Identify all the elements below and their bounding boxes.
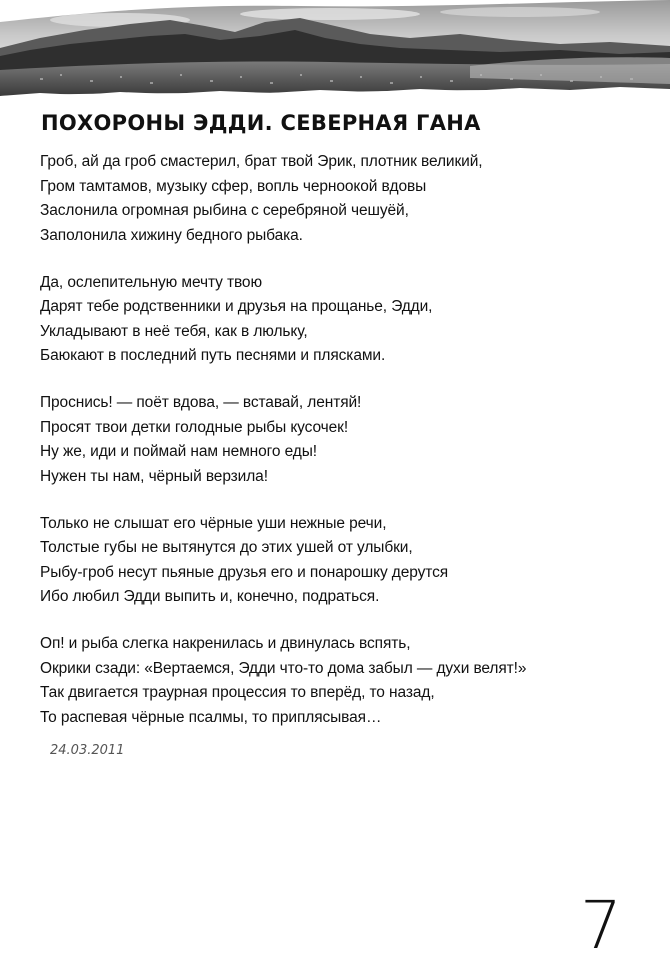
- poem-line: Окрики сзади: «Вертаемся, Эдди что-то дома забыл — духи велят!»: [40, 659, 527, 677]
- poem-line: Проснись! — поёт вдова, — вставай, лентяй!: [40, 394, 362, 411]
- poem-line: Нужен ты нам, чёрный верзила!: [40, 467, 268, 485]
- poem-line: Только не слышат его чёрные уши нежные речи,: [40, 514, 387, 532]
- poem-line: Ибо любил Эдди выпить и, конечно, подраться.: [40, 588, 380, 605]
- poem-line: Заполонила хижину бедного рыбака.: [40, 226, 303, 244]
- landscape-banner-image: [0, 0, 670, 100]
- poem-line: Заслонила огромная рыбина с серебряной чешуёй,: [40, 202, 409, 219]
- poem-line: Просят твои детки голодные рыбы кусочек!: [40, 418, 349, 436]
- poem-line: Укладывают в неё тебя, как в люльку,: [40, 322, 308, 340]
- poem-line: Гроб, ай да гроб смастерил, брат твой Эрик, плотник великий,: [40, 153, 483, 170]
- poem-line: Так двигается траурная процессия то вперёд, то назад,: [40, 684, 435, 701]
- stanza-1: [40, 150, 600, 248]
- poem-line: Рыбу-гроб несут пьяные друзья его и понарошку дерутся: [40, 563, 449, 581]
- poem-date: 24.03.2011: [50, 743, 125, 758]
- poem-line: Да, ослепительную мечту твою: [40, 273, 262, 291]
- poem-line: Ну же, иди и поймай нам немного еды!: [40, 443, 317, 460]
- poem-line: Дарят тебе родственники и друзья на прощанье, Эдди,: [40, 298, 433, 315]
- stanza-2: [40, 271, 600, 369]
- poem-line: Оп! и рыба слегка накренилась и двинулась вспять,: [40, 635, 411, 652]
- landscape-banner-graphic: [0, 0, 670, 100]
- stanza-3: [40, 391, 600, 489]
- stanza-4: [40, 512, 600, 610]
- poem-title: ПОХОРОНЫ ЭДДИ. СЕВЕРНАЯ ГАНА: [41, 111, 481, 135]
- poem-line: Баюкают в последний путь песнями и плясками.: [40, 347, 386, 364]
- stanza-5: [40, 632, 600, 730]
- poem-line: Толстые губы не вытянутся до этих ушей от улыбки,: [40, 539, 413, 556]
- poem-body: [40, 150, 600, 753]
- poem-line: Гром тамтамов, музыку сфер, вопль черноокой вдовы: [40, 177, 427, 195]
- page-number: 7: [580, 887, 622, 956]
- poem-line: То распевая чёрные псалмы, то приплясывая…: [40, 708, 382, 726]
